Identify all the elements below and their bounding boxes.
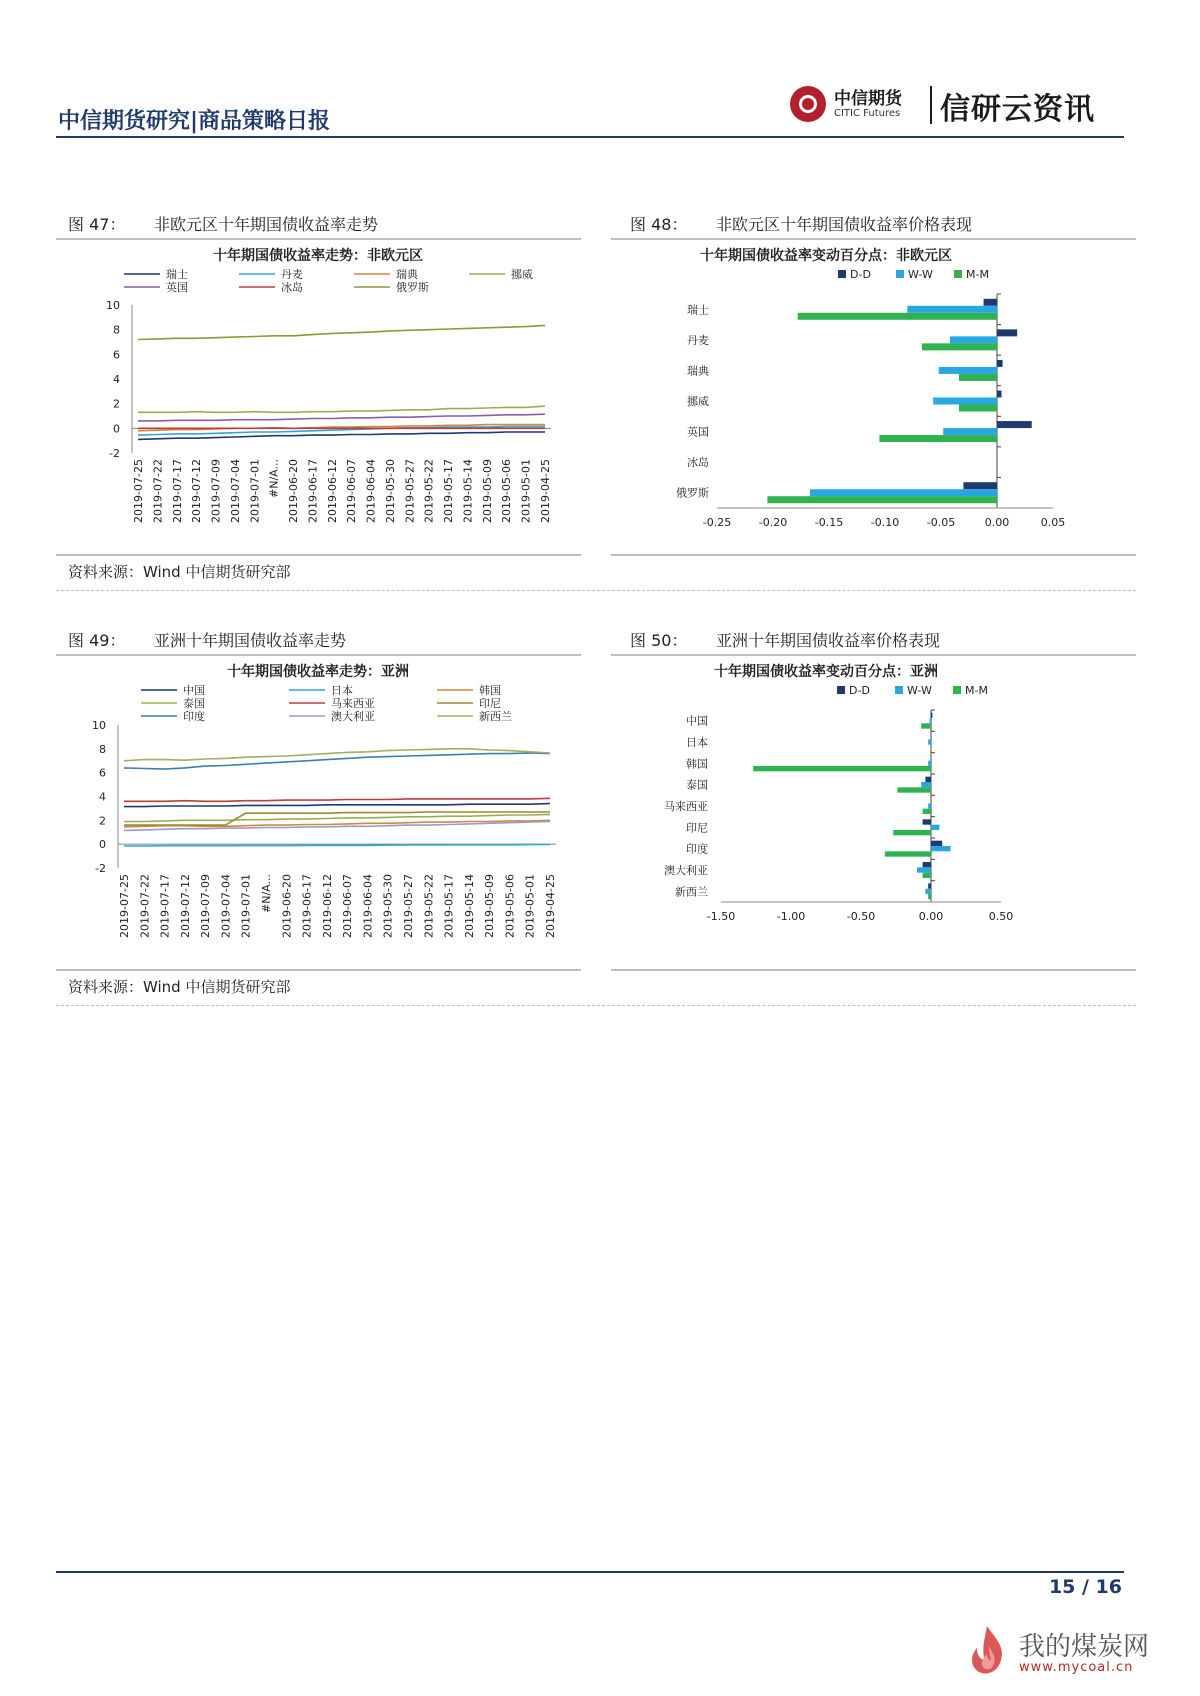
bar xyxy=(767,496,997,503)
bar xyxy=(928,761,931,766)
series-line xyxy=(124,798,550,801)
x-tick-label: 2019-06-07 xyxy=(345,459,359,523)
bar xyxy=(925,777,931,782)
legend-label: M-M xyxy=(966,268,989,281)
figure-title: 非欧元区十年期国债收益率价格表现 xyxy=(716,215,973,234)
legend-label: 澳大利亚 xyxy=(331,710,375,723)
x-tick-label: 2019-07-25 xyxy=(118,874,131,938)
legend-label: 瑞典 xyxy=(396,268,418,281)
bar xyxy=(928,739,931,744)
x-tick-label: -1.00 xyxy=(776,910,806,923)
x-tick-label: 0.00 xyxy=(984,516,1010,529)
legend-label: 马来西亚 xyxy=(331,697,375,710)
bar xyxy=(959,374,997,381)
x-tick-label: 2019-04-25 xyxy=(539,459,552,523)
category-label: 英国 xyxy=(687,425,709,439)
x-tick-label: 2019-05-17 xyxy=(442,874,456,938)
y-tick-label: 4 xyxy=(113,373,120,386)
category-label: 俄罗斯 xyxy=(676,486,709,500)
y-tick-label: -2 xyxy=(95,862,106,875)
x-tick-label: 2019-07-04 xyxy=(219,874,233,938)
x-tick-label: 2019-05-06 xyxy=(500,459,514,523)
x-tick-label: -1.50 xyxy=(706,910,736,923)
figure-number: 图 49： xyxy=(68,631,126,650)
x-tick-label: -0.25 xyxy=(702,516,732,529)
legend-label: 韩国 xyxy=(479,684,501,697)
source-note: 资料来源：Wind 中信期货研究部 xyxy=(68,563,291,581)
category-label: 中国 xyxy=(686,714,708,728)
bar xyxy=(907,306,997,313)
logo-divider xyxy=(930,86,932,124)
figure-bottom-rule xyxy=(56,554,581,556)
y-tick-label: 0 xyxy=(99,838,106,852)
bar xyxy=(923,873,931,878)
x-tick-label: 2019-07-12 xyxy=(190,459,204,523)
category-label: 马来西亚 xyxy=(664,800,708,813)
x-tick-label: 2019-05-01 xyxy=(523,874,537,938)
figure-bottom-rule xyxy=(611,554,1136,556)
figure-48-caption xyxy=(630,212,972,235)
series-line xyxy=(138,325,545,339)
x-tick-label: 2019-05-09 xyxy=(483,874,497,938)
bar xyxy=(923,819,931,824)
y-tick-label: 6 xyxy=(99,766,106,780)
bar xyxy=(933,398,997,405)
figure-47-caption xyxy=(68,212,378,235)
x-tick-label: 2019-07-09 xyxy=(199,874,213,938)
series-line xyxy=(124,804,550,807)
y-tick-label: 0 xyxy=(113,422,120,436)
bar xyxy=(950,336,997,343)
legend-label: 冰岛 xyxy=(281,281,303,294)
legend-label: W-W xyxy=(908,268,933,281)
x-tick-label: 2019-06-07 xyxy=(341,874,355,938)
series-line xyxy=(138,414,545,421)
bar xyxy=(931,713,932,718)
series-line xyxy=(124,814,550,821)
legend-swatch xyxy=(895,686,903,694)
legend-swatch xyxy=(837,686,845,694)
bar xyxy=(893,830,931,835)
x-tick-label: 2019-07-17 xyxy=(170,459,184,523)
figure-49-caption xyxy=(68,628,346,651)
source-note: 资料来源：Wind 中信期货研究部 xyxy=(68,978,291,996)
x-tick-label: 2019-07-09 xyxy=(209,459,223,523)
x-tick-label: 2019-07-12 xyxy=(178,874,192,938)
x-tick-label: 0.05 xyxy=(1040,516,1066,529)
x-tick-label: 2019-06-17 xyxy=(306,459,320,523)
legend-swatch xyxy=(838,270,846,278)
bar xyxy=(897,787,931,792)
x-tick-label: 2019-06-20 xyxy=(280,874,294,938)
bar xyxy=(753,766,931,771)
legend-swatch xyxy=(954,270,962,278)
figure-bottom-rule xyxy=(56,969,581,971)
y-tick-label: 2 xyxy=(99,814,106,828)
figure-number: 图 48： xyxy=(630,215,688,234)
x-tick-label: 2019-07-01 xyxy=(248,459,262,523)
category-label: 新西兰 xyxy=(675,885,708,899)
figure-rule xyxy=(56,238,581,240)
x-tick-label: 2019-06-12 xyxy=(320,874,334,938)
bar xyxy=(997,329,1017,336)
y-tick-label: -2 xyxy=(109,447,120,460)
x-tick-label: 2019-07-22 xyxy=(138,874,152,938)
category-label: 丹麦 xyxy=(687,333,709,347)
report-title: 中信期货研究|商品策略日报 xyxy=(58,109,331,134)
legend-label: 新西兰 xyxy=(479,710,512,723)
x-tick-label: 2019-05-14 xyxy=(461,459,475,523)
category-label: 冰岛 xyxy=(687,456,709,470)
legend-label: 挪威 xyxy=(511,268,533,281)
chart-asia-yield-trend xyxy=(56,658,581,966)
category-label: 瑞士 xyxy=(687,303,709,317)
legend-label: 印尼 xyxy=(479,697,501,710)
x-tick-label: 0.00 xyxy=(918,910,944,923)
flame-logo-icon xyxy=(965,1624,1009,1678)
bar xyxy=(997,360,1003,367)
legend-swatch xyxy=(896,270,904,278)
series-line xyxy=(124,845,550,847)
x-tick-label: 2019-05-22 xyxy=(422,459,436,523)
bar xyxy=(997,421,1032,428)
x-tick-label: 2019-05-09 xyxy=(480,459,494,523)
legend-label: 丹麦 xyxy=(281,268,303,281)
watermark-url: www.mycoal.cn xyxy=(1019,1660,1134,1675)
bar xyxy=(879,435,997,442)
y-tick-label: 10 xyxy=(92,719,106,732)
x-tick-label: 2019-04-25 xyxy=(544,874,557,938)
figure-bottom-rule xyxy=(611,969,1136,971)
category-label: 澳大利亚 xyxy=(664,864,708,877)
y-tick-label: 6 xyxy=(113,348,120,362)
figure-number: 图 47： xyxy=(68,215,126,234)
chart-title: 十年期国债收益率变动百分点：非欧元区 xyxy=(700,248,952,264)
x-tick-label: 2019-06-20 xyxy=(287,459,301,523)
x-tick-label: -0.05 xyxy=(926,516,956,529)
x-tick-label: -0.15 xyxy=(814,516,844,529)
chart-title: 十年期国债收益率走势：非欧元区 xyxy=(213,248,423,264)
chart-non-euro-yield-change xyxy=(611,242,1136,550)
x-tick-label: #N/A... xyxy=(260,874,273,913)
legend-label: D-D xyxy=(850,268,871,281)
bar xyxy=(922,343,997,350)
legend-label: 瑞士 xyxy=(166,268,188,281)
x-tick-label: 2019-05-17 xyxy=(442,459,456,523)
legend-label: 印度 xyxy=(183,710,205,723)
bar xyxy=(921,723,931,728)
bar xyxy=(943,428,997,435)
bar xyxy=(928,894,931,899)
header-rule xyxy=(56,136,1124,138)
series-line xyxy=(124,753,550,769)
legend-label: 英国 xyxy=(166,281,188,294)
figure-number: 图 50： xyxy=(630,631,688,650)
x-tick-label: 2019-05-27 xyxy=(402,874,415,938)
chart-title: 十年期国债收益率变动百分点：亚洲 xyxy=(714,664,938,680)
figure-title: 亚洲十年期国债收益率走势 xyxy=(154,631,347,650)
chart-asia-yield-change xyxy=(611,658,1136,966)
legend-label: W-W xyxy=(907,684,932,697)
legend-label: 中国 xyxy=(183,684,205,697)
category-label: 挪威 xyxy=(687,395,709,408)
bar xyxy=(810,489,997,496)
bar xyxy=(930,718,931,723)
bar xyxy=(928,883,931,888)
legend-label: M-M xyxy=(965,684,988,697)
legend-label: 泰国 xyxy=(183,697,205,710)
x-tick-label: 0.50 xyxy=(988,910,1014,923)
x-tick-label: 2019-06-12 xyxy=(325,459,339,523)
figure-50-caption xyxy=(630,628,940,651)
y-tick-label: 8 xyxy=(113,323,120,337)
x-tick-label: 2019-06-04 xyxy=(361,874,375,938)
legend-label: D-D xyxy=(849,684,870,697)
bar xyxy=(959,405,997,412)
chart-non-euro-yield-trend xyxy=(56,242,581,550)
x-tick-label: -0.20 xyxy=(758,516,788,529)
bar xyxy=(931,846,951,851)
x-tick-label: 2019-05-06 xyxy=(503,874,517,938)
x-tick-label: -0.50 xyxy=(846,910,876,923)
section-divider xyxy=(56,1005,1136,1006)
legend-label: 俄罗斯 xyxy=(396,281,429,294)
logo-slogan: 信研云资讯 xyxy=(940,92,1095,127)
section-divider xyxy=(56,590,1136,591)
legend-label: 日本 xyxy=(331,684,353,697)
x-tick-label: 2019-05-30 xyxy=(383,459,397,523)
x-tick-label: 2019-07-25 xyxy=(132,459,145,523)
bar xyxy=(921,782,931,787)
chart-title: 十年期国债收益率走势：亚洲 xyxy=(227,664,409,680)
x-tick-label: 2019-07-22 xyxy=(151,459,165,523)
figure-title: 非欧元区十年期国债收益率走势 xyxy=(154,215,379,234)
bar xyxy=(939,367,997,374)
x-tick-label: 2019-05-27 xyxy=(403,459,417,523)
bar xyxy=(923,862,931,867)
figure-rule xyxy=(56,654,581,656)
category-label: 日本 xyxy=(686,736,708,749)
y-tick-label: 8 xyxy=(99,742,106,756)
watermark-cn: 我的煤炭网 xyxy=(1019,1632,1150,1662)
x-tick-label: 2019-05-01 xyxy=(519,458,533,523)
bar xyxy=(925,889,931,894)
bar xyxy=(984,299,997,306)
category-label: 印度 xyxy=(686,842,708,856)
citic-emblem-icon xyxy=(790,86,826,122)
bar xyxy=(931,841,942,846)
series-line xyxy=(138,406,545,412)
y-tick-label: 2 xyxy=(113,397,120,411)
mycoal-watermark xyxy=(965,1624,1175,1684)
legend-swatch xyxy=(953,686,961,694)
category-label: 泰国 xyxy=(686,778,708,792)
figure-rule xyxy=(611,238,1136,240)
x-tick-label: -0.10 xyxy=(870,516,900,529)
figure-rule xyxy=(611,654,1136,656)
logo-cn-text: 中信期货 xyxy=(834,89,902,109)
bar xyxy=(923,809,931,814)
x-tick-label: 2019-05-22 xyxy=(422,874,436,938)
x-tick-label: 2019-05-30 xyxy=(381,874,395,938)
x-tick-label: 2019-07-17 xyxy=(158,874,172,938)
bar xyxy=(798,313,997,320)
x-tick-label: 2019-07-01 xyxy=(239,874,253,938)
figure-title: 亚洲十年期国债收益率价格表现 xyxy=(716,631,941,650)
category-label: 韩国 xyxy=(686,757,708,771)
x-tick-label: 2019-07-04 xyxy=(228,459,242,523)
logo-en-text: CITIC Futures xyxy=(834,108,901,119)
bar xyxy=(885,851,931,856)
bar xyxy=(928,803,931,808)
x-tick-label: 2019-06-04 xyxy=(364,459,378,523)
category-label: 印尼 xyxy=(686,821,708,835)
x-tick-label: #N/A... xyxy=(267,459,281,498)
page-number: 15 / 16 xyxy=(1048,1576,1122,1598)
y-tick-label: 4 xyxy=(99,790,106,804)
x-tick-label: 2019-05-14 xyxy=(462,874,476,938)
category-label: 瑞典 xyxy=(687,364,709,378)
bar xyxy=(931,825,939,830)
bar xyxy=(997,391,1001,398)
x-tick-label: 2019-06-17 xyxy=(300,874,314,938)
bar xyxy=(917,867,931,872)
citic-logo xyxy=(790,84,1130,130)
y-tick-label: 10 xyxy=(106,299,120,312)
footer-rule xyxy=(56,1571,1124,1573)
bar xyxy=(963,482,997,489)
